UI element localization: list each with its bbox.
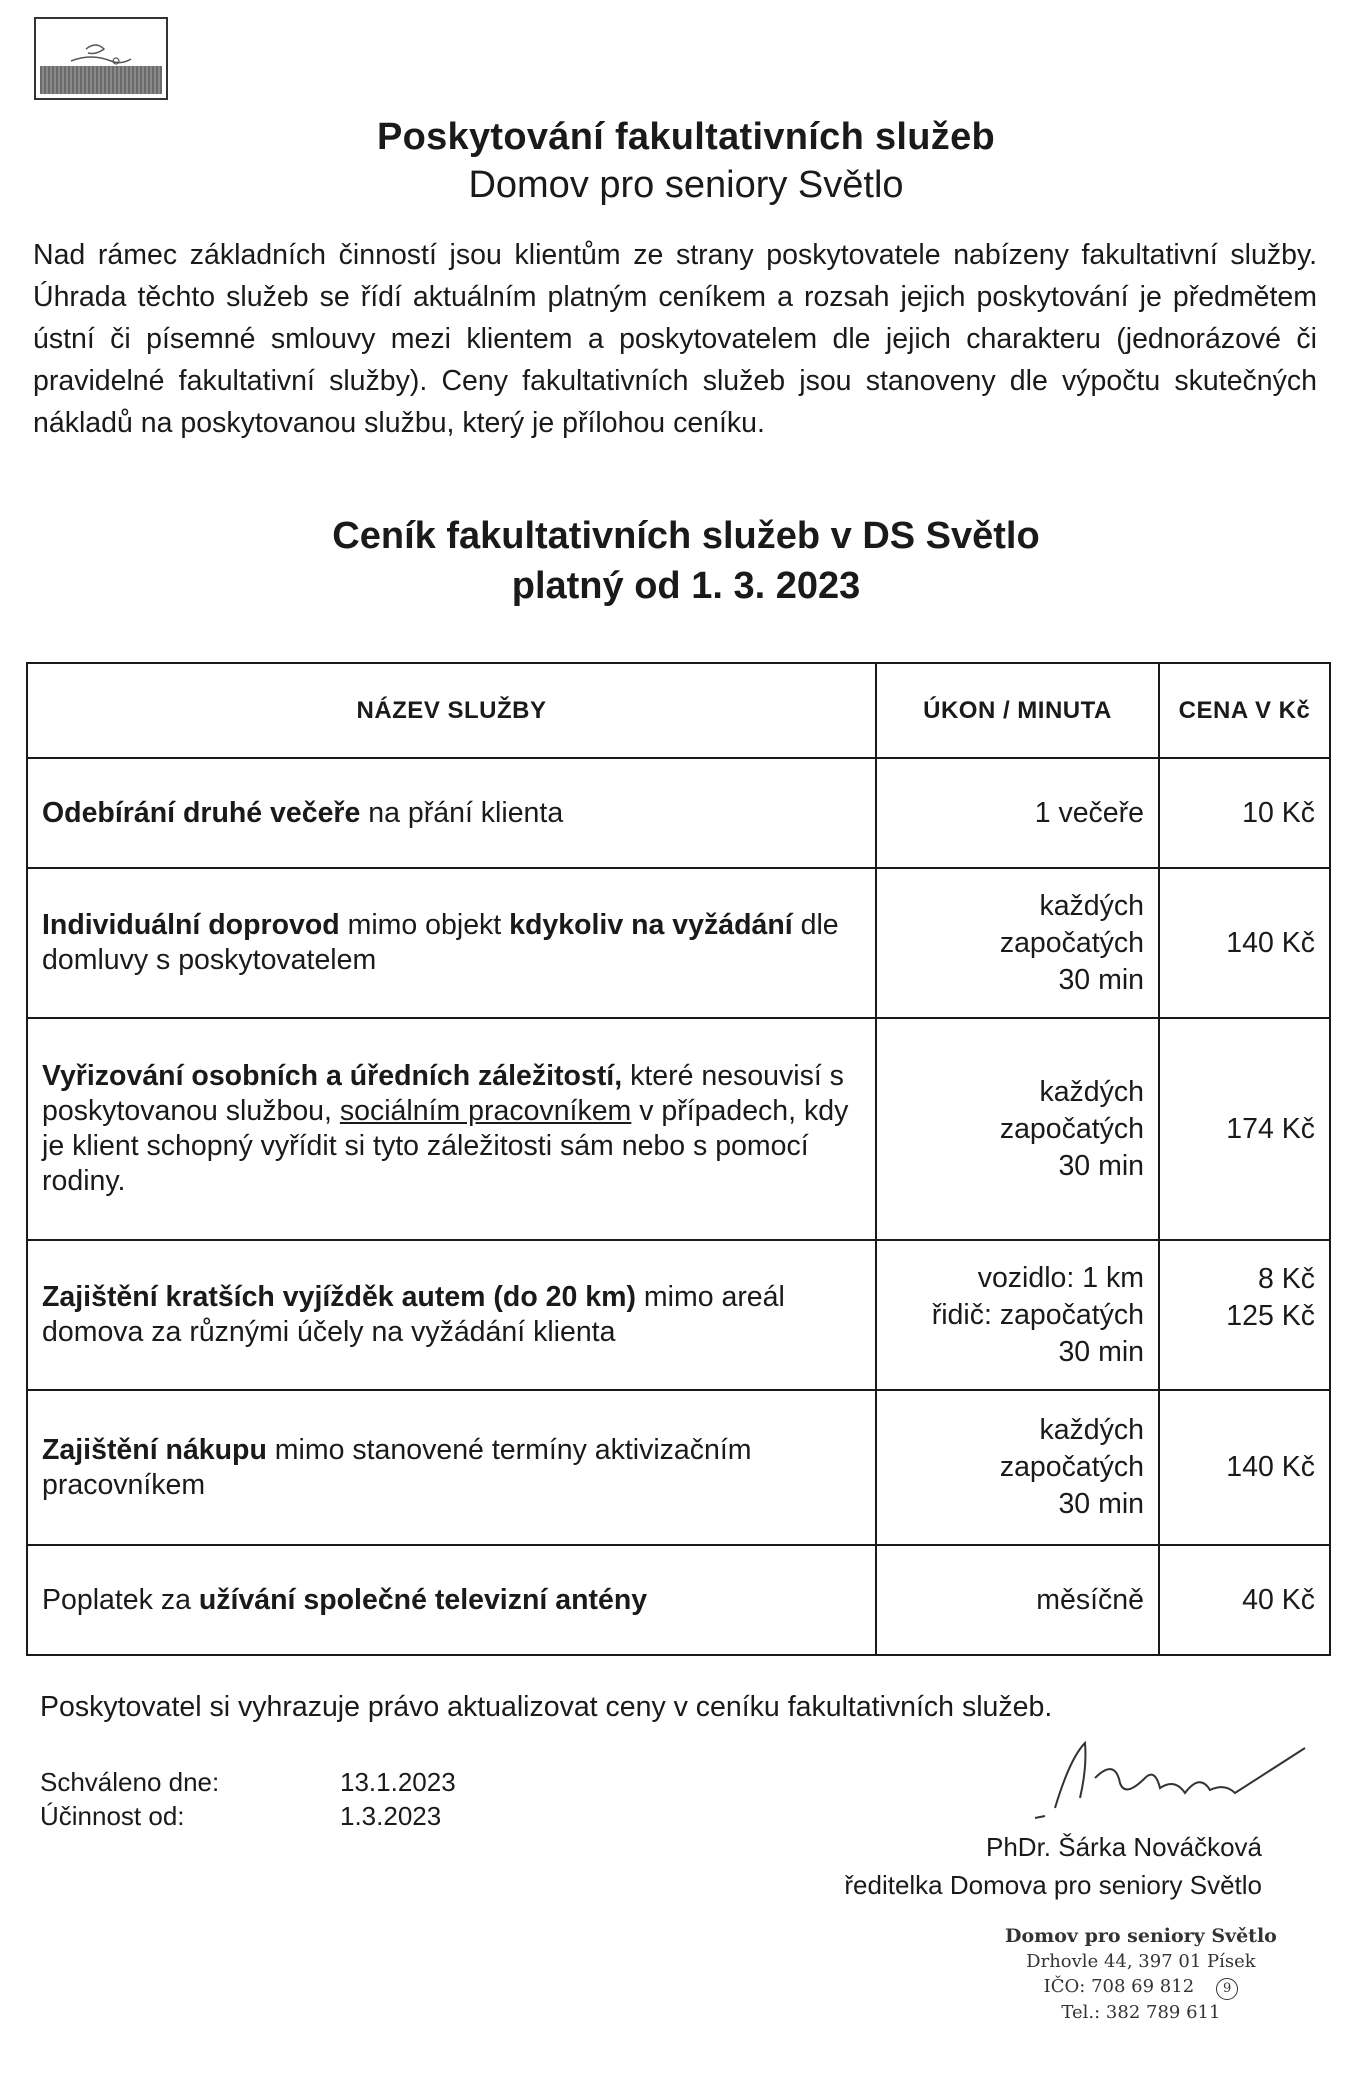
service-text-segment: kdykoliv na vyžádání — [509, 909, 793, 941]
stamp-name: Domov pro seniory Světlo — [1005, 1925, 1277, 1947]
stamp-tel: Tel.: 382 789 611 — [1061, 2002, 1221, 2023]
signer-role: ředitelka Domova pro seniory Světlo — [844, 1870, 1262, 1900]
service-description — [27, 1240, 876, 1390]
approval-dates — [40, 1765, 456, 1833]
price-line: 40 Kč — [1242, 1583, 1315, 1616]
service-text-segment: sociálním pracovníkem — [339, 1095, 632, 1127]
service-text-segment: užívání společné televizní antény — [198, 1583, 648, 1616]
price-line: 10 Kč — [1242, 796, 1315, 829]
unit-line: 30 min — [1058, 1149, 1144, 1182]
unit-line: měsíčně — [1036, 1583, 1144, 1616]
effective-label: Účinnost od: — [40, 1801, 185, 1831]
service-unit — [876, 1545, 1159, 1655]
stamp-ico: IČO: 708 69 812 — [1043, 1976, 1195, 1997]
service-description — [27, 1018, 876, 1240]
price-line: 174 Kč — [1226, 1112, 1315, 1145]
service-text-segment: Poplatek za — [42, 1583, 199, 1616]
service-price — [1159, 1240, 1330, 1390]
service-description — [27, 1390, 876, 1545]
service-price — [1159, 1390, 1330, 1545]
service-price — [1159, 758, 1330, 868]
service-text-segment: Zajištění kratších vyjížděk autem (do 20 km) — [42, 1281, 636, 1313]
service-unit — [876, 868, 1159, 1018]
price-list-title: Ceník fakultativních služeb v DS Světlo — [332, 515, 1040, 557]
service-unit — [876, 758, 1159, 868]
service-description — [27, 868, 876, 1018]
logo-band — [40, 66, 162, 94]
table-row — [27, 758, 1330, 868]
service-text-segment: Odebírání druhé večeře — [42, 796, 361, 829]
unit-line: započatých — [999, 1451, 1144, 1483]
effective-date: 1.3.2023 — [340, 1801, 442, 1831]
handwritten-signature — [1025, 1738, 1325, 1828]
price-list-validity: platný od 1. 3. 2023 — [511, 565, 861, 607]
signer-block — [844, 1828, 1262, 1904]
service-text-segment: Individuální doprovod — [42, 909, 340, 941]
service-unit — [876, 1018, 1159, 1240]
organization-logo — [34, 17, 168, 100]
service-price — [1159, 1545, 1330, 1655]
service-text-segment: mimo areál domova za různými účely na vyžádání klienta — [42, 1281, 785, 1348]
approved-line — [40, 1765, 456, 1799]
unit-line: započatých — [999, 926, 1144, 959]
unit-line: každých — [1039, 1075, 1144, 1108]
column-header-unit: ÚKON / MINUTA — [876, 663, 1159, 758]
table-row — [27, 1390, 1330, 1545]
stamp-address: Drhovle 44, 397 01 Písek — [1026, 1951, 1256, 1972]
unit-line: každých — [1039, 1414, 1144, 1446]
unit-line: každých — [1039, 889, 1144, 922]
price-line: 140 Kč — [1226, 926, 1315, 959]
price-table — [26, 662, 1331, 1656]
service-description — [27, 1545, 876, 1655]
intro-paragraph: Nad rámec základních činností jsou klientům ze strany poskytovatele nabízeny fakultativní služby. Úhrada těchto služeb se řídí aktuálním platným ceníkem a rozsah jejich poskytování je předmětem ústní či písemné smlouvy mezi klientem a poskytovatelem dle jejich charakteru (jednorázové či pravidelné fakultativní služby). Ceny fakultativních služeb jsou stanoveny dle výpočtu skutečných nákladů na poskytovanou službu, který je přílohou ceníku. — [33, 239, 1317, 439]
service-text-segment: mimo objekt — [339, 909, 510, 941]
service-text-segment: které nesouvisí s poskytovanou službou, — [42, 1060, 844, 1127]
signer-name: PhDr. Šárka Nováčková — [985, 1832, 1262, 1862]
table-row — [27, 1545, 1330, 1655]
price-line: 140 Kč — [1226, 1451, 1315, 1483]
service-text-segment: Zajištění nákupu — [42, 1433, 267, 1466]
stamp-ico-line — [1005, 1974, 1277, 2000]
unit-line: započatých — [999, 1112, 1144, 1145]
table-row — [27, 868, 1330, 1018]
stamp-number: 9 — [1216, 1978, 1238, 2000]
effective-line — [40, 1799, 456, 1833]
column-header-service: NÁZEV SLUŽBY — [27, 663, 876, 758]
price-update-note: Poskytovatel si vyhrazuje právo aktualizovat ceny v ceníku fakultativních služeb. — [40, 1691, 1053, 1723]
table-row — [27, 1240, 1330, 1390]
unit-line: vozidlo: 1 km — [977, 1261, 1144, 1294]
table-header-row — [27, 663, 1330, 758]
column-header-price: CENA V Kč — [1159, 663, 1330, 758]
unit-line: 1 večeře — [1034, 796, 1144, 829]
service-text-segment: dle domluvy s poskytovatelem — [42, 909, 839, 976]
service-text-segment: mimo stanovené termíny aktivizačním pracovníkem — [42, 1433, 752, 1501]
service-text-segment: v případech, kdy je klient schopný vyřídit si tyto záležitosti sám nebo s pomocí rodiny. — [42, 1095, 849, 1197]
service-price — [1159, 1018, 1330, 1240]
unit-line: řidič: započatých — [931, 1298, 1144, 1331]
service-description — [27, 758, 876, 868]
service-price — [1159, 868, 1330, 1018]
unit-line: 30 min — [1058, 963, 1144, 996]
unit-line: 30 min — [1058, 1488, 1144, 1520]
page-subtitle: Domov pro seniory Světlo — [468, 164, 904, 206]
service-unit — [876, 1390, 1159, 1545]
table-row — [27, 1018, 1330, 1240]
service-text-segment: na přání klienta — [360, 796, 564, 829]
unit-line: 30 min — [1058, 1335, 1144, 1368]
page-title: Poskytování fakultativních služeb — [376, 116, 996, 158]
approved-date: 13.1.2023 — [340, 1767, 456, 1797]
approved-label: Schváleno dne: — [40, 1767, 220, 1797]
service-unit — [876, 1240, 1159, 1390]
price-line: 125 Kč — [1226, 1300, 1315, 1332]
official-stamp — [1005, 1924, 1277, 2025]
service-text-segment: Vyřizování osobních a úředních záležitostí, — [42, 1060, 623, 1092]
price-line: 8 Kč — [1257, 1263, 1315, 1295]
